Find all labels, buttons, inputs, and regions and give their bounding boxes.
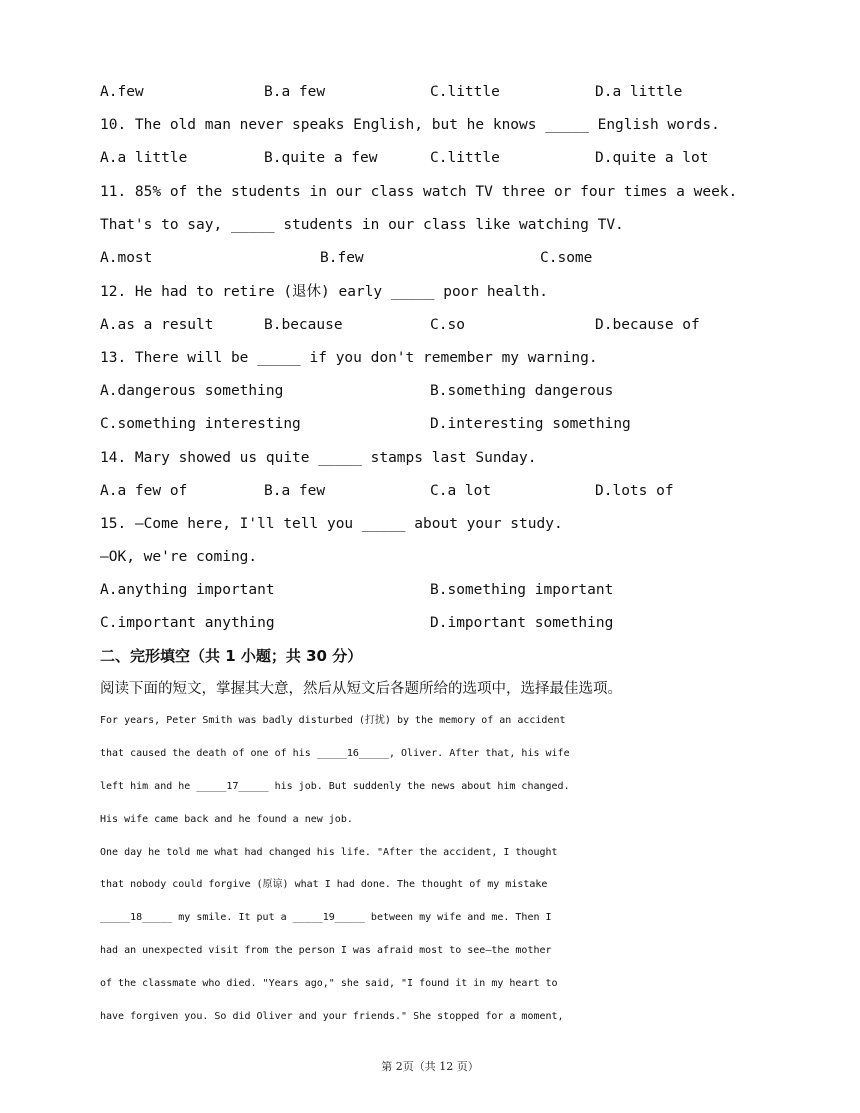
passage-line: _____18_____ my smile. It put a _____19_____ between my wife and me. Then I [100, 912, 552, 923]
q12-option-b: B.because [264, 317, 343, 333]
passage-line: of the classmate who died. "Years ago," she said, "I found it in my heart to [100, 978, 558, 989]
q13-option-a: A.dangerous something [100, 383, 284, 399]
passage-line: have forgiven you. So did Oliver and your friends." She stopped for a moment, [100, 1011, 564, 1022]
q12-option-a: A.as a result [100, 317, 214, 333]
section-title: 二、完形填空（共 1 小题；共 30 分） [100, 647, 363, 665]
q9-option-c: C.little [430, 84, 500, 100]
q14-option-a: A.a few of [100, 483, 188, 499]
q11-option-c: C.some [540, 250, 593, 266]
passage-line: that caused the death of one of his _____16_____, Oliver. After that, his wife [100, 748, 570, 759]
q15-option-d: D.important something [430, 615, 614, 631]
q10-option-d: D.quite a lot [595, 150, 709, 166]
q10-option-c: C.little [430, 150, 500, 166]
q13-option-c: C.something interesting [100, 416, 301, 432]
passage-line: had an unexpected visit from the person I was afraid most to see—the mother [100, 945, 552, 956]
q15-option-b: B.something important [430, 582, 614, 598]
q14-option-d: D.lots of [595, 483, 674, 499]
q14-option-c: C.a lot [430, 483, 492, 499]
q15-stem-line2: —OK, we're coming. [100, 549, 258, 565]
q13-stem: 13. There will be _____ if you don't remember my warning. [100, 350, 598, 366]
q10-stem: 10. The old man never speaks English, but he knows _____ English words. [100, 117, 720, 133]
q14-stem: 14. Mary showed us quite _____ stamps last Sunday. [100, 450, 537, 466]
q11-stem-line2: That's to say, _____ students in our class like watching TV. [100, 217, 624, 233]
q10-option-b: B.quite a few [264, 150, 378, 166]
q10-option-a: A.a little [100, 150, 188, 166]
q12-option-d: D.because of [595, 317, 700, 333]
q11-option-a: A.most [100, 250, 153, 266]
page-footer: 第 2页（共 12 页） [381, 1060, 479, 1073]
q11-option-b: B.few [320, 250, 364, 266]
q13-option-d: D.interesting something [430, 416, 631, 432]
q14-option-b: B.a few [264, 483, 326, 499]
q15-option-a: A.anything important [100, 582, 275, 598]
q9-option-a: A.few [100, 84, 144, 100]
passage-line: His wife came back and he found a new job. [100, 814, 353, 825]
q9-option-d: D.a little [595, 84, 683, 100]
q15-option-c: C.important anything [100, 615, 275, 631]
q12-option-c: C.so [430, 317, 465, 333]
q12-stem: 12. He had to retire (退休) early _____ poor health. [100, 284, 549, 300]
passage-line: One day he told me what had changed his life. "After the accident, I thought [100, 847, 558, 858]
q15-stem-line1: 15. —Come here, I'll tell you _____ about your study. [100, 516, 563, 532]
q13-option-b: B.something dangerous [430, 383, 614, 399]
passage-line: that nobody could forgive (原谅) what I had done. The thought of my mistake [100, 879, 548, 890]
section-instruction: 阅读下面的短文，掌握其大意，然后从短文后各题所给的选项中，选择最佳选项。 [100, 681, 622, 697]
q9-option-b: B.a few [264, 84, 326, 100]
q11-stem-line1: 11. 85% of the students in our class watch TV three or four times a week. [100, 184, 738, 200]
passage-line: left him and he _____17_____ his job. But suddenly the news about him changed. [100, 781, 570, 792]
passage-line: For years, Peter Smith was badly disturbed (打扰) by the memory of an accident [100, 715, 566, 726]
